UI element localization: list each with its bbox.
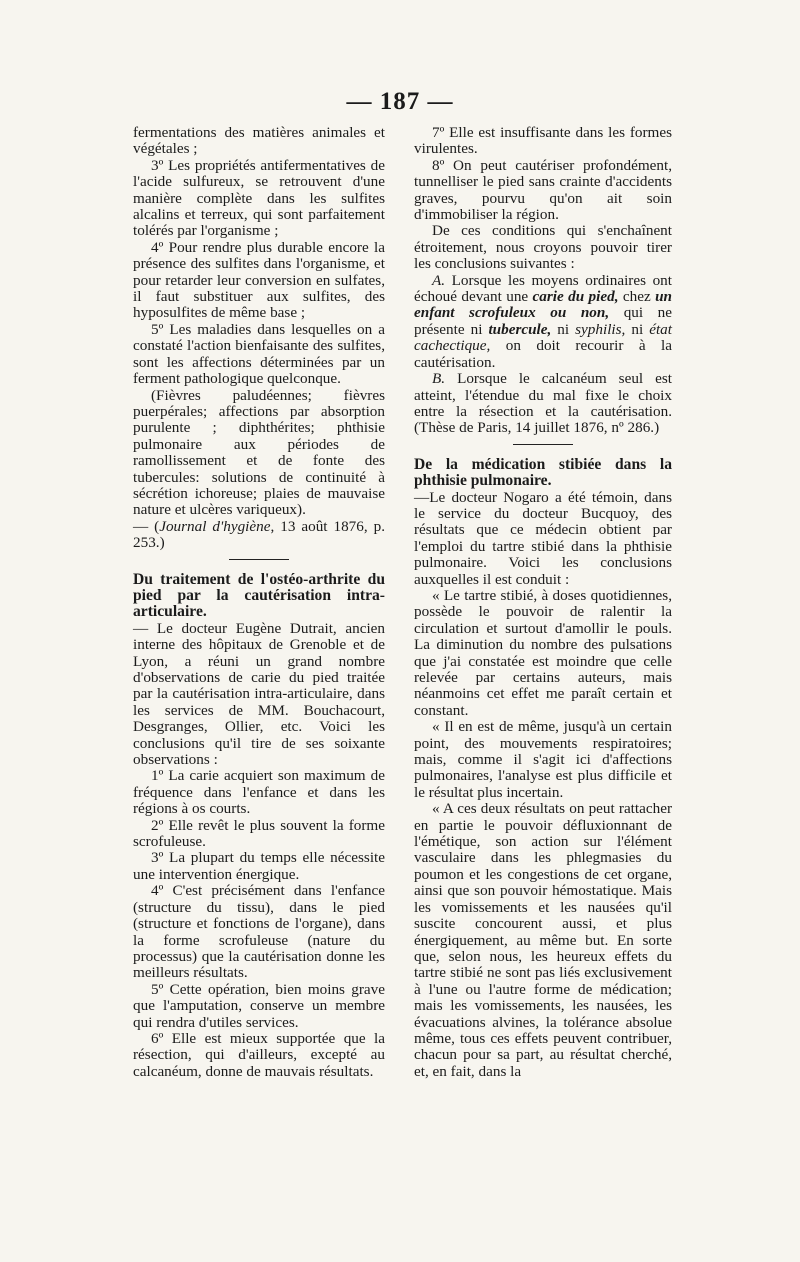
page-number: — 187 —: [346, 88, 454, 115]
paragraph: (Fièvres paludéennes; fièvres puerpérales; affections par absorption purulente ; diphthérites; phthisie pulmonaire aux périodes de ramollissement et de fonte des tubercules: solutions de continuité à sécrétion ichoreuse; plaies de mauvaise nature et ulcères variqueux).: [133, 386, 385, 519]
paragraph: — Le docteur Eugène Dutrait, ancien interne des hôpitaux de Grenoble et de Lyon, a réuni un grand nombre d'observations de carie du pied traitée par la cautérisation intra-articulaire, dans les services de MM. Bouchacourt, Desgranges, Ollier, etc. Voici les conclusions qu'il tire de ses soixante observations :: [133, 619, 385, 769]
text: Lorsque le calcanéum seul est atteint, l'étendue du mal fixe le choix entre la résection et la cautérisation. (Thèse de Paris, 14 juillet 1876, nº 286.): [414, 370, 672, 437]
separator: [513, 444, 573, 445]
paragraph: De ces conditions qui s'enchaînent étroitement, nous croyons pouvoir tirer les conclusions suivantes :: [414, 222, 672, 273]
paragraph: fermentations des matières animales et végétales ;: [133, 124, 385, 158]
paragraph: 5º Les maladies dans lesquelles on a constaté l'action bienfaisante des sulfites, sont les affections déterminées par un ferment pathologique quelconque.: [133, 320, 385, 388]
article-heading: [133, 572, 385, 621]
list-item: 3º La plupart du temps elle nécessite une intervention énergique.: [133, 849, 385, 883]
list-item: 4º C'est précisément dans l'enfance (structure du tissu), dans le pied (structure et fonctions de l'organe), dans la forme scrofuleuse (nature du processus) que la cautérisation donne les meilleurs résultats.: [133, 882, 385, 982]
emphasis: carie du pied,: [532, 288, 619, 306]
emphasis: un enfant scrofuleux ou non,: [414, 288, 672, 322]
citation: [133, 519, 385, 552]
citation-year: 1876, p. 253.): [133, 517, 386, 552]
paragraph: —Le docteur Nogaro a été témoin, dans le service du docteur Bucquoy, des résultats que ce médecin obtient par l'emploi du tartre stibié dans la phthisie pulmonaire. Voici les conclusions auxquelles il est conduit :: [414, 488, 672, 588]
list-item: 6º Elle est mieux supportée que la résection, qui d'ailleurs, excepté au calcanéum, donne de mauvais résultats.: [133, 1029, 385, 1080]
list-item: 8º On peut cautériser profondément, tunnelliser le pied sans crainte d'accidents graves, pourvu qu'on ait soin d'immobiliser la région.: [414, 156, 672, 224]
emphasis: état cachectique,: [414, 320, 672, 355]
emphasis: syphilis,: [575, 320, 626, 338]
conclusion-a: [414, 273, 672, 371]
text: Lorsque les moyens ordinaires ont échoué devant une: [414, 271, 672, 306]
list-item: 1º La carie acquiert son maximum de fréquence dans l'enfance et dans les régions à os courts.: [133, 767, 385, 818]
article-heading: [414, 457, 672, 490]
list-item: 7º Elle est insuffisante dans les formes virulentes.: [414, 124, 672, 158]
paragraph: « Le tartre stibié, à doses quotidiennes, possède le pouvoir de ralentir la circulation et surtout d'amollir le pouls. La diminution du nombre des pulsations que j'ai constatée est moindre que celle relevée par certains auteurs, mais néanmoins cet effet me paraît certain et constant.: [414, 586, 672, 719]
article-title: Du traitement de l'ostéo-arthrite du pied par la cautérisation intra-articulaire.: [133, 570, 385, 621]
list-item: 2º Elle revêt le plus souvent la forme scrofuleuse.: [133, 816, 385, 851]
paragraph: 4º Pour rendre plus durable encore la présence des sulfites dans l'organisme, et pour retarder leur conversion en sulfates, il faut substituer aux sulfites, des hyposulfites de même base ;: [133, 238, 385, 322]
text: ni: [625, 320, 650, 338]
list-item: 5º Cette opération, bien moins grave que l'amputation, conserve un membre qui rendra d'utiles services.: [133, 980, 385, 1031]
right-column: [414, 125, 672, 1080]
paragraph: « A ces deux résultats on peut rattacher en partie le pouvoir défluxionnant de l'émétique, son action sur l'élément vasculaire dans les phlegmasies du poumon et les congestions de cet organe, ainsi que son pouvoir hémostatique. Mais les vomissements et les nausées qu'il suscite concourent aussi, et plus énergiquement, au même but. En sorte que, selon nous, les heureux effets du tartre stibié ne sont pas liés exclusivement à l'une ou l'autre forme de médication; mais les vomissements, les nausées, les évacuations alvines, la tolérance absolue même, tous ces effets peuvent contribuer, chacun pour sa part, au résultat cherché, et, en fait, dans la: [414, 800, 672, 1080]
conclusion-b: [414, 371, 672, 437]
text: ni: [551, 320, 576, 338]
citation-journal: Journal d'hygiène: [159, 517, 271, 535]
paragraph: 3º Les propriétés antifermentatives de l'acide sulfureux, se retrouvent d'une manière complète dans les sulfites alcalins et terreux, qui sont parfaitement tolérés par l'organisme ;: [133, 156, 385, 240]
label: A.: [432, 271, 446, 289]
text: chez: [618, 288, 656, 306]
citation-prefix: — (: [133, 517, 160, 535]
text: qui ne présente ni: [414, 304, 672, 338]
citation-date: , 13 août: [270, 517, 334, 535]
left-column: [133, 125, 385, 1080]
separator: [229, 559, 289, 560]
emphasis: tubercule,: [488, 320, 552, 338]
paragraph: « Il en est de même, jusqu'à un certain point, des mouvements respiratoires; mais, comme il s'agit ici d'affections pulmonaires, l'analyse est plus difficile et le résultat plus incertain.: [414, 718, 672, 801]
text: on doit recourir à la cautérisation.: [414, 337, 672, 371]
label: B.: [432, 370, 446, 388]
article-title: De la médication stibiée dans la phthisie pulmonaire.: [414, 455, 672, 490]
